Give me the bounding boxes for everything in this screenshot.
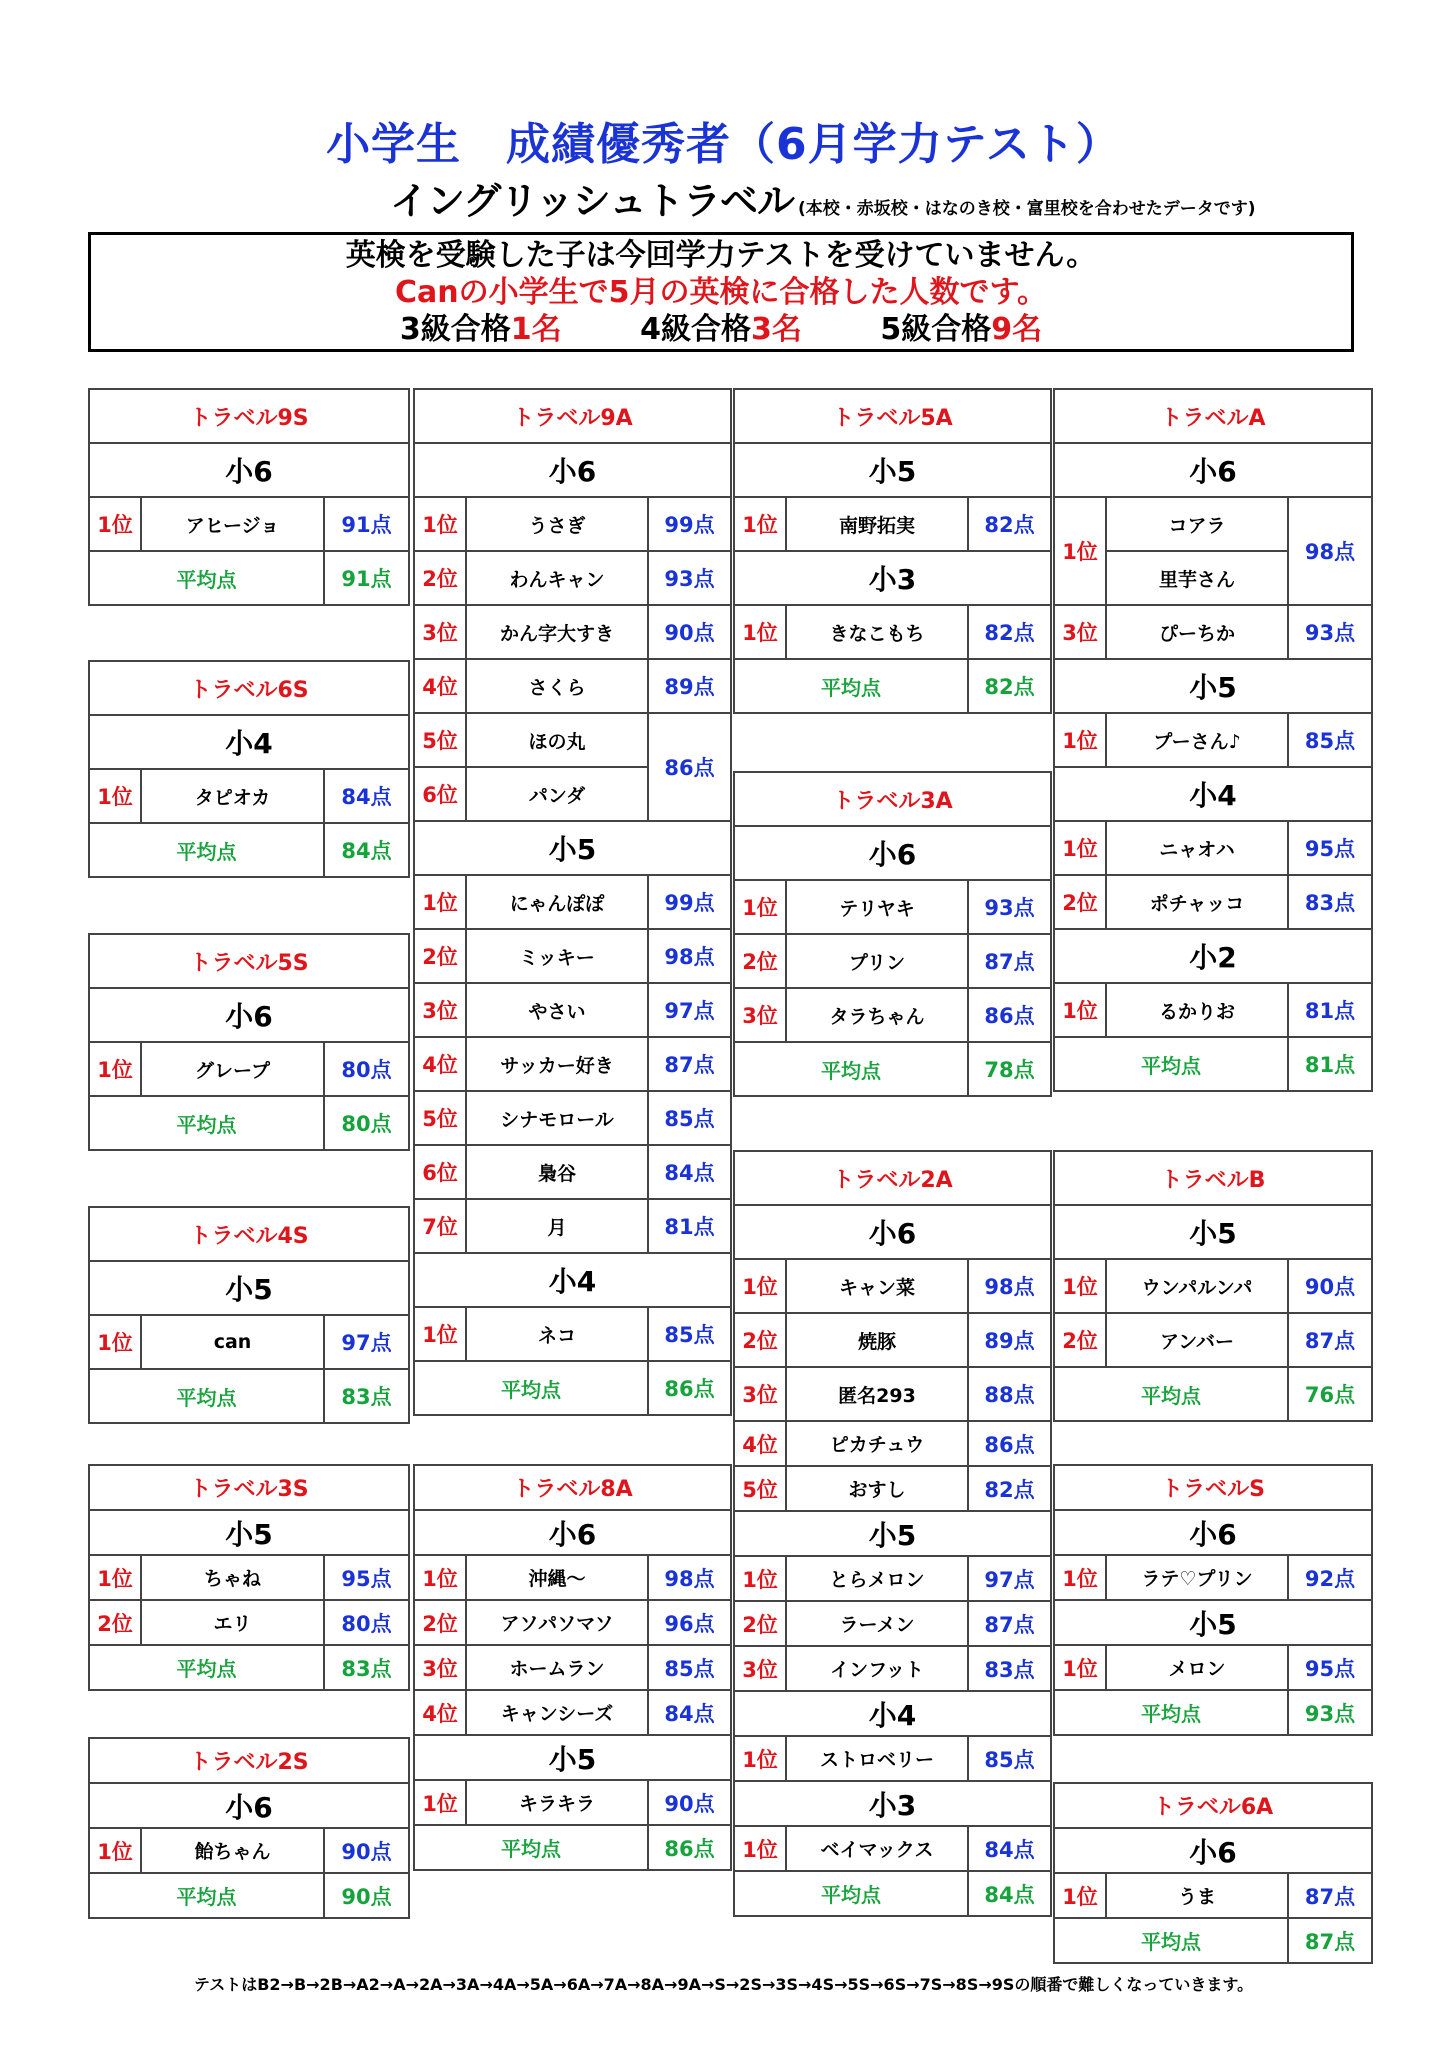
score-cell: 86点 (968, 988, 1051, 1042)
grade-label: 小4 (89, 715, 409, 769)
score-cell: 95点 (1288, 1645, 1372, 1690)
result-grade-4 (640, 311, 802, 349)
score-cell: 97点 (324, 1315, 409, 1369)
student-name: 梟谷 (466, 1145, 648, 1199)
student-name: タラちゃん (786, 988, 968, 1042)
student-name: うさぎ (466, 497, 648, 551)
page-title: 小学生 成績優秀者（6月学力テスト） (326, 119, 1121, 170)
rank-cell: 1位 (734, 1259, 786, 1313)
grade-label: 小5 (1054, 659, 1372, 713)
course-name: トラベル2A (734, 1151, 1051, 1205)
score-cell: 81点 (648, 1199, 731, 1253)
score-cell: 97点 (968, 1556, 1051, 1601)
student-name: シナモロール (466, 1091, 648, 1145)
score-cell: 93点 (648, 551, 731, 605)
rank-cell: 1位 (89, 1555, 141, 1600)
subtitle (390, 170, 1256, 225)
course-table (88, 1464, 410, 1691)
rank-cell: 5位 (734, 1466, 786, 1511)
student-name: 月 (466, 1199, 648, 1253)
student-name: キャンシーズ (466, 1690, 648, 1735)
rank-cell: 2位 (734, 934, 786, 988)
grade-label: 小5 (89, 1510, 409, 1555)
score-cell: 90点 (648, 1780, 731, 1825)
rank-cell: 1位 (1054, 1555, 1106, 1600)
grade-label: 小4 (1054, 767, 1372, 821)
rank-cell: 1位 (734, 497, 786, 551)
student-name: ミッキー (466, 929, 648, 983)
rank-cell: 1位 (89, 1828, 141, 1873)
grade-label: 小5 (734, 443, 1051, 497)
rank-cell: 3位 (734, 1646, 786, 1691)
course-table (733, 388, 1052, 714)
course-table (733, 771, 1052, 1097)
course-table (88, 1737, 410, 1919)
grade-label: 小6 (1054, 1510, 1372, 1555)
course-table (1053, 1464, 1373, 1736)
score-cell: 87点 (968, 1601, 1051, 1646)
student-name: ラテ♡プリン (1106, 1555, 1288, 1600)
student-name: 沖縄～ (466, 1555, 648, 1600)
rank-cell: 2位 (1054, 875, 1106, 929)
notice-line-1: 英検を受験した子は今回学力テストを受けていません。 (345, 238, 1097, 273)
average-score: 84点 (324, 823, 409, 877)
grade-label: 小3 (734, 1781, 1051, 1826)
rank-cell: 2位 (734, 1313, 786, 1367)
rank-cell: 6位 (414, 1145, 466, 1199)
score-cell: 81点 (1288, 983, 1372, 1037)
student-name: ネコ (466, 1307, 648, 1361)
student-name: 南野拓実 (786, 497, 968, 551)
result-grade-5 (880, 311, 1042, 349)
student-name: エリ (141, 1600, 324, 1645)
notice-box (88, 232, 1354, 352)
grade-label: 小6 (1054, 1828, 1372, 1873)
score-cell: 80点 (324, 1600, 409, 1645)
grade-label: 小4 (734, 1691, 1051, 1736)
grade-label: 小2 (1054, 929, 1372, 983)
grade-label: 小5 (89, 1261, 409, 1315)
rank-cell: 3位 (414, 983, 466, 1037)
grade-label: 小5 (1054, 1205, 1372, 1259)
average-label: 平均点 (734, 659, 968, 713)
student-name: るかりお (1106, 983, 1288, 1037)
average-label: 平均点 (414, 1361, 648, 1415)
student-name: ポチャッコ (1106, 875, 1288, 929)
rank-cell: 1位 (414, 1307, 466, 1361)
student-name: ウンパルンパ (1106, 1259, 1288, 1313)
rank-cell: 4位 (414, 1037, 466, 1091)
course-table (1053, 1150, 1373, 1422)
student-name: やさい (466, 983, 648, 1037)
rank-cell: 1位 (414, 875, 466, 929)
average-score: 87点 (1288, 1918, 1372, 1963)
course-name: トラベル6S (89, 661, 409, 715)
rank-cell: 2位 (89, 1600, 141, 1645)
rank-cell: 1位 (1054, 1259, 1106, 1313)
course-table (733, 1150, 1052, 1917)
student-name: can (141, 1315, 324, 1369)
average-label: 平均点 (1054, 1690, 1288, 1735)
course-name: トラベル6A (1054, 1783, 1372, 1828)
rank-cell: 2位 (414, 551, 466, 605)
course-name: トラベル9S (89, 389, 409, 443)
course-name: トラベル4S (89, 1207, 409, 1261)
average-label: 平均点 (1054, 1037, 1288, 1091)
rank-cell: 1位 (414, 1555, 466, 1600)
student-name: わんキャン (466, 551, 648, 605)
student-name: グレープ (141, 1042, 324, 1096)
grade-label: 小5 (734, 1511, 1051, 1556)
average-label: 平均点 (89, 1873, 324, 1918)
rank-cell: 4位 (414, 1690, 466, 1735)
score-cell: 85点 (968, 1736, 1051, 1781)
student-name: タピオカ (141, 769, 324, 823)
student-name: テリヤキ (786, 880, 968, 934)
course-name: トラベルA (1054, 389, 1372, 443)
average-score: 83点 (324, 1645, 409, 1690)
score-cell: 90点 (648, 605, 731, 659)
rank-cell: 7位 (414, 1199, 466, 1253)
score-cell: 85点 (1288, 713, 1372, 767)
rank-cell: 1位 (89, 1315, 141, 1369)
course-name: トラベルS (1054, 1465, 1372, 1510)
score-cell: 96点 (648, 1600, 731, 1645)
course-table (88, 388, 410, 606)
student-name: 匿名293 (786, 1367, 968, 1421)
average-label: 平均点 (1054, 1918, 1288, 1963)
student-name: メロン (1106, 1645, 1288, 1690)
rank-cell: 1位 (1054, 497, 1106, 605)
subtitle-main: イングリッシュトラベル (390, 179, 794, 223)
score-cell: 93点 (1288, 605, 1372, 659)
score-cell: 83点 (1288, 875, 1372, 929)
rank-cell: 5位 (414, 1091, 466, 1145)
student-name: コアラ (1106, 497, 1288, 551)
score-cell: 83点 (968, 1646, 1051, 1691)
student-name: プリン (786, 934, 968, 988)
course-table (1053, 388, 1373, 1092)
rank-cell: 1位 (1054, 713, 1106, 767)
result-count: 9名 (991, 312, 1043, 347)
score-cell: 98点 (1288, 497, 1372, 605)
course-name: トラベル5S (89, 934, 409, 988)
average-score: 84点 (968, 1871, 1051, 1916)
score-cell: 80点 (324, 1042, 409, 1096)
student-name: きなこもち (786, 605, 968, 659)
rank-cell: 1位 (414, 1780, 466, 1825)
score-cell: 93点 (968, 880, 1051, 934)
score-cell: 87点 (648, 1037, 731, 1091)
result-label: 4級合格 (640, 312, 751, 347)
student-name: かん字大すき (466, 605, 648, 659)
rank-cell: 1位 (734, 605, 786, 659)
student-name: サッカー好き (466, 1037, 648, 1091)
average-label: 平均点 (734, 1042, 968, 1096)
student-name: うま (1106, 1873, 1288, 1918)
grade-label: 小4 (414, 1253, 731, 1307)
average-score: 86点 (648, 1361, 731, 1415)
score-cell: 84点 (324, 769, 409, 823)
average-score: 90点 (324, 1873, 409, 1918)
rank-cell: 3位 (414, 605, 466, 659)
course-name: トラベル5A (734, 389, 1051, 443)
student-name: パンダ (466, 767, 648, 821)
average-score: 82点 (968, 659, 1051, 713)
score-cell: 85点 (648, 1645, 731, 1690)
student-name: プーさん♪ (1106, 713, 1288, 767)
rank-cell: 1位 (414, 497, 466, 551)
rank-cell: 1位 (1054, 1645, 1106, 1690)
average-score: 83点 (324, 1369, 409, 1423)
rank-cell: 1位 (734, 1736, 786, 1781)
student-name: ラーメン (786, 1601, 968, 1646)
student-name: キラキラ (466, 1780, 648, 1825)
average-label: 平均点 (89, 823, 324, 877)
average-label: 平均点 (89, 1096, 324, 1150)
grade-label: 小6 (1054, 443, 1372, 497)
average-score: 93点 (1288, 1690, 1372, 1735)
grade-label: 小6 (414, 1510, 731, 1555)
grade-label: 小6 (734, 1205, 1051, 1259)
rank-cell: 1位 (1054, 1873, 1106, 1918)
grade-label: 小6 (734, 826, 1051, 880)
rank-cell: 1位 (734, 1556, 786, 1601)
rank-cell: 1位 (1054, 821, 1106, 875)
grade-label: 小6 (89, 1783, 409, 1828)
student-name: 焼豚 (786, 1313, 968, 1367)
score-cell: 87点 (1288, 1873, 1372, 1918)
score-cell: 88点 (968, 1367, 1051, 1421)
score-cell: 86点 (968, 1421, 1051, 1466)
rank-cell: 1位 (89, 769, 141, 823)
student-name: アヒージョ (141, 497, 324, 551)
average-label: 平均点 (89, 1369, 324, 1423)
score-cell: 87点 (1288, 1313, 1372, 1367)
course-table (413, 388, 732, 1416)
student-name: とらメロン (786, 1556, 968, 1601)
score-cell: 85点 (648, 1307, 731, 1361)
course-table (88, 1206, 410, 1424)
average-score: 81点 (1288, 1037, 1372, 1091)
result-label: 5級合格 (880, 312, 992, 347)
score-cell: 90点 (324, 1828, 409, 1873)
student-name: ピカチュウ (786, 1421, 968, 1466)
average-label: 平均点 (1054, 1367, 1288, 1421)
score-cell: 95点 (1288, 821, 1372, 875)
score-cell: 89点 (648, 659, 731, 713)
footer-note: テストはB2→B→2B→A2→A→2A→3A→4A→5A→6A→7A→8A→9A→S→2S→3S→4S→5S→6S→7S→8S→9Sの順番で難しくなっていきます。 (193, 1975, 1254, 1994)
score-cell: 82点 (968, 497, 1051, 551)
course-name: トラベル8A (414, 1465, 731, 1510)
average-score: 80点 (324, 1096, 409, 1150)
score-cell: 89点 (968, 1313, 1051, 1367)
average-label: 平均点 (734, 1871, 968, 1916)
student-name: にゃんぽぽ (466, 875, 648, 929)
score-cell: 98点 (968, 1259, 1051, 1313)
student-name: 飴ちゃん (141, 1828, 324, 1873)
course-table (88, 933, 410, 1151)
score-cell: 87点 (968, 934, 1051, 988)
student-name: キャン菜 (786, 1259, 968, 1313)
score-cell: 82点 (968, 1466, 1051, 1511)
score-cell: 91点 (324, 497, 409, 551)
student-name: アンバー (1106, 1313, 1288, 1367)
score-cell: 82点 (968, 605, 1051, 659)
grade-label: 小6 (414, 443, 731, 497)
rank-cell: 4位 (414, 659, 466, 713)
grade-label: 小6 (89, 443, 409, 497)
student-name: さくら (466, 659, 648, 713)
student-name: ほの丸 (466, 713, 648, 767)
rank-cell: 1位 (1054, 983, 1106, 1037)
score-cell: 84点 (648, 1690, 731, 1735)
student-name: アソパソマソ (466, 1600, 648, 1645)
course-name: トラベルB (1054, 1151, 1372, 1205)
average-score: 78点 (968, 1042, 1051, 1096)
score-cell: 85点 (648, 1091, 731, 1145)
course-name: トラベル2S (89, 1738, 409, 1783)
rank-cell: 1位 (89, 1042, 141, 1096)
score-cell: 84点 (968, 1826, 1051, 1871)
result-label: 3級合格 (399, 312, 511, 347)
rank-cell: 2位 (414, 1600, 466, 1645)
grade-label: 小5 (414, 1735, 731, 1780)
rank-cell: 2位 (1054, 1313, 1106, 1367)
rank-cell: 4位 (734, 1421, 786, 1466)
score-cell: 86点 (648, 713, 731, 821)
rank-cell: 3位 (734, 1367, 786, 1421)
average-label: 平均点 (414, 1825, 648, 1870)
result-count: 3名 (751, 312, 802, 347)
course-name: トラベル3S (89, 1465, 409, 1510)
rank-cell: 6位 (414, 767, 466, 821)
course-table (88, 660, 410, 878)
grade-label: 小5 (1054, 1600, 1372, 1645)
score-cell: 99点 (648, 497, 731, 551)
average-score: 76点 (1288, 1367, 1372, 1421)
student-name: ニャオハ (1106, 821, 1288, 875)
student-name: ちゃね (141, 1555, 324, 1600)
course-name: トラベル3A (734, 772, 1051, 826)
student-name: ストロベリー (786, 1736, 968, 1781)
average-label: 平均点 (89, 1645, 324, 1690)
grade-label: 小3 (734, 551, 1051, 605)
average-score: 86点 (648, 1825, 731, 1870)
rank-cell: 2位 (414, 929, 466, 983)
grade-label: 小5 (414, 821, 731, 875)
course-name: トラベル9A (414, 389, 731, 443)
course-table (1053, 1782, 1373, 1964)
rank-cell: 3位 (1054, 605, 1106, 659)
student-name: おすし (786, 1466, 968, 1511)
score-cell: 95点 (324, 1555, 409, 1600)
course-table (413, 1464, 732, 1871)
average-label: 平均点 (89, 551, 324, 605)
average-score: 91点 (324, 551, 409, 605)
student-name: ホームラン (466, 1645, 648, 1690)
student-name: インフット (786, 1646, 968, 1691)
student-name: ぴーちか (1106, 605, 1288, 659)
rank-cell: 5位 (414, 713, 466, 767)
score-cell: 98点 (648, 929, 731, 983)
grade-label: 小6 (89, 988, 409, 1042)
score-cell: 92点 (1288, 1555, 1372, 1600)
notice-line-2: Canの小学生で5月の英検に合格した人数です。 (394, 275, 1048, 310)
result-count: 1名 (510, 312, 562, 347)
student-name: ベイマックス (786, 1826, 968, 1871)
score-cell: 97点 (648, 983, 731, 1037)
rank-cell: 3位 (414, 1645, 466, 1690)
rank-cell: 2位 (734, 1601, 786, 1646)
score-cell: 98点 (648, 1555, 731, 1600)
result-grade-3 (400, 311, 562, 349)
notice-results (91, 311, 1351, 349)
rank-cell: 3位 (734, 988, 786, 1042)
student-name: 里芋さん (1106, 551, 1288, 605)
subtitle-note: (本校・赤坂校・はなのき校・富里校を合わせたデータです) (797, 199, 1256, 219)
score-cell: 99点 (648, 875, 731, 929)
score-cell: 84点 (648, 1145, 731, 1199)
rank-cell: 1位 (89, 497, 141, 551)
rank-cell: 1位 (734, 1826, 786, 1871)
rank-cell: 1位 (734, 880, 786, 934)
score-cell: 90点 (1288, 1259, 1372, 1313)
